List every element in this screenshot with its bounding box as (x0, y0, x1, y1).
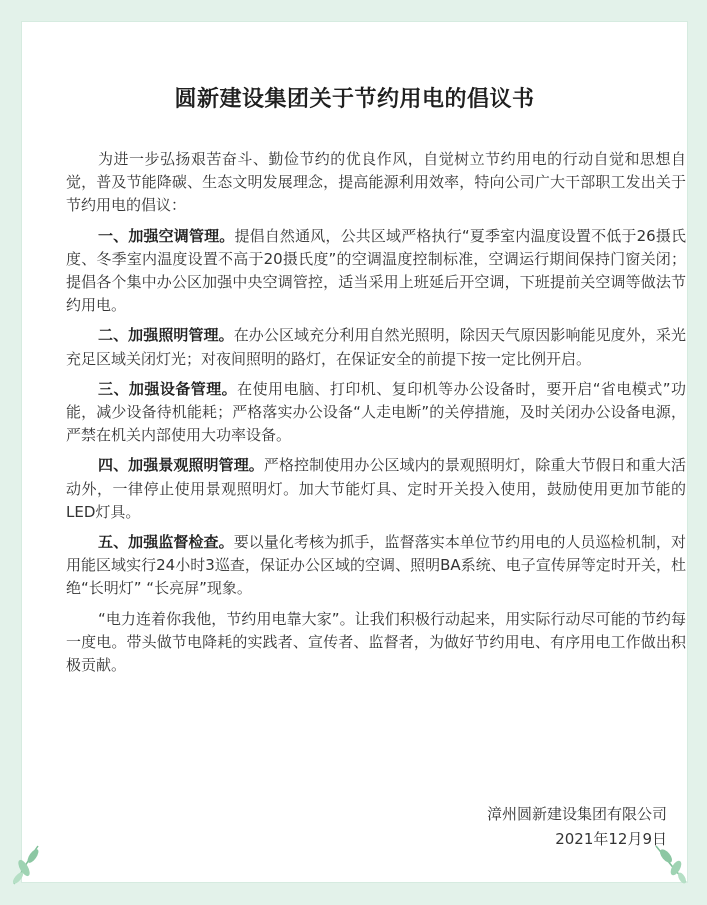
signature-block (487, 802, 667, 852)
item-paragraph-3 (66, 378, 686, 448)
item-text: 提倡自然通风，公共区域严格执行“夏季室内温度设置不低于26摄氏度、冬季室内温度设置不高于20摄氏度”的空调温度控制标准，空调运行期间保持门窗关闭；提倡各个集中办公区加强中央空调管控，适当采用上班延后开空调，下班提前关空调等做法节约用电。 (66, 226, 686, 315)
leaf-sprig-icon (8, 838, 48, 888)
item-paragraph-4 (66, 454, 686, 524)
leaf-sprig-icon (652, 842, 692, 886)
item-text: 要以量化考核为抓手，监督落实本单位节约用电的人员巡检机制，对用能区域实行24小时3巡查，保证办公区域的空调、照明BA系统、电子宣传屏等定时开关，杜绝“长明灯” “长亮屏”现象。 (66, 533, 686, 598)
item-text: 在办公区域充分利用自然光照明，除因天气原因影响能见度外，采光充足区域关闭灯光；对夜间照明的路灯，在保证安全的前提下按一定比例开启。 (66, 326, 686, 368)
document-title: 圆新建设集团关于节约用电的倡议书 (174, 87, 535, 112)
item-text: 严格控制使用办公区域内的景观照明灯，除重大节假日和重大活动外，一律停止使用景观照明灯。加大节能灯具、定时开关投入使用，鼓励使用更加节能的LED灯具。 (66, 456, 686, 521)
item-paragraph-2 (66, 324, 686, 370)
item-heading: 三、加强设备管理。 (98, 379, 238, 398)
item-text: 在使用电脑、打印机、复印机等办公设备时，要开启“省电模式”功能，减少设备待机能耗；严格落实办公设备“人走电断”的关停措施，及时关闭办公设备电源，严禁在机关内部使用大功率设备。 (66, 379, 686, 445)
item-heading: 四、加强景观照明管理。 (98, 456, 264, 475)
document-page (22, 22, 687, 882)
item-paragraph-5 (66, 531, 686, 601)
signature-org: 漳州圆新建设集团有限公司 (486, 805, 667, 823)
item-heading: 一、加强空调管理。 (98, 226, 235, 245)
signature-date: 2021年12月9日 (555, 830, 667, 848)
item-heading: 五、加强监督检查。 (98, 533, 234, 552)
closing-paragraph: “电力连着你我他，节约用电靠大家”。让我们积极行动起来，用实际行动尽可能的节约每一度电。带头做节电降耗的实践者、宣传者、监督者，为做好节约用电、有序用电工作做出积极贡献。 (66, 609, 686, 675)
item-paragraph-1 (66, 225, 686, 318)
intro-paragraph: 为进一步弘扬艰苦奋斗、勤俭节约的优良作风，自觉树立节约用电的行动自觉和思想自觉，普及节能降碳、生态文明发展理念，提高能源利用效率，特向公司广大干部职工发出关于节约用电的倡议： (66, 150, 686, 215)
item-heading: 二、加强照明管理。 (98, 326, 234, 345)
document-body (66, 148, 686, 684)
